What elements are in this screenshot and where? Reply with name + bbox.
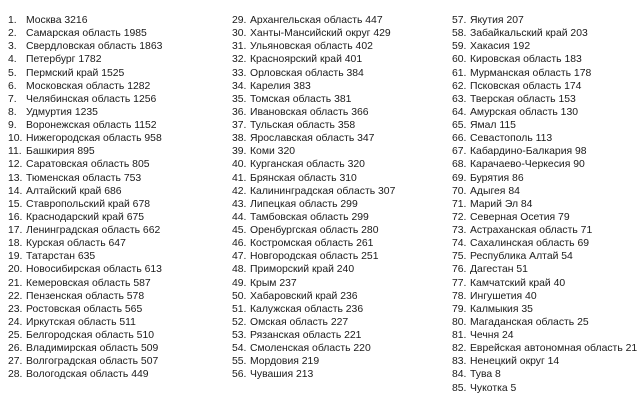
list-item (452, 382, 637, 395)
list-item (452, 119, 637, 132)
item-text: Бурятия 86 (470, 172, 524, 184)
item-text: Архангельская область 447 (250, 15, 383, 26)
list-item (232, 67, 395, 80)
item-text: Тульская область 358 (250, 120, 356, 131)
item-text: Пермский край 1525 (26, 67, 125, 79)
list-item (8, 368, 162, 381)
list-item (8, 250, 162, 263)
item-text: Карелия 383 (250, 80, 311, 92)
item-number: 7. (8, 93, 17, 105)
list-item (8, 211, 162, 224)
item-text: Петербург 1782 (26, 54, 102, 66)
list-item (232, 40, 395, 53)
list-item (232, 355, 395, 368)
list-item (8, 80, 162, 93)
item-text: Татарстан 635 (26, 251, 96, 263)
item-text: Москва 3216 (26, 15, 88, 26)
list-item (452, 145, 637, 158)
item-text: Башкирия 895 (26, 146, 95, 158)
item-number: 21. (8, 277, 23, 289)
item-text: Коми 320 (250, 146, 296, 158)
item-text: Сахалинская область 69 (470, 238, 590, 250)
item-number: 46. (232, 238, 247, 250)
item-number: 16. (8, 211, 23, 223)
list-item (452, 342, 637, 355)
item-number: 85. (452, 382, 467, 394)
item-number: 35. (232, 93, 247, 105)
list-item (452, 198, 637, 211)
item-text: Владимирская область 509 (26, 343, 159, 355)
item-number: 68. (452, 159, 467, 171)
item-text: Вологодская область 449 (26, 369, 149, 381)
item-text: Белгородская область 510 (26, 330, 155, 341)
item-text: Еврейская автономная область 21 (470, 343, 638, 355)
list-item (8, 316, 162, 329)
item-number: 66. (452, 133, 467, 145)
list-item (232, 263, 395, 276)
item-number: 52. (232, 316, 247, 328)
list-item (452, 290, 637, 303)
item-number: 43. (232, 198, 247, 210)
item-text: Ямал 115 (470, 120, 516, 131)
item-number: 55. (232, 356, 247, 368)
item-text: Омская область 227 (250, 316, 349, 328)
item-text: Забайкальский край 203 (470, 28, 588, 40)
list-column-3 (452, 14, 637, 395)
item-text: Ивановская область 366 (250, 106, 369, 118)
item-number: 20. (8, 264, 23, 276)
item-number: 57. (452, 15, 467, 26)
item-number: 47. (232, 251, 247, 263)
item-text: Камчатский край 40 (470, 277, 566, 289)
item-text: Красноярский край 401 (250, 54, 363, 66)
item-text: Калининградская область 307 (250, 185, 396, 197)
item-number: 77. (452, 277, 467, 289)
item-number: 72. (452, 211, 467, 223)
item-number: 42. (232, 185, 247, 197)
list-item (8, 132, 162, 145)
item-number: 38. (232, 133, 247, 145)
item-text: Марий Эл 84 (470, 198, 533, 210)
item-number: 70. (452, 185, 467, 197)
item-text: Томская область 381 (250, 93, 352, 105)
item-number: 26. (8, 343, 23, 355)
list-item (8, 224, 162, 237)
list-item (8, 303, 162, 316)
item-text: Тува 8 (470, 369, 501, 381)
item-text: Удмуртия 1235 (26, 106, 98, 118)
item-number: 3. (8, 41, 17, 53)
list-item (232, 198, 395, 211)
item-text: Новгородская область 251 (250, 251, 379, 263)
item-text: Самарская область 1985 (26, 28, 147, 40)
list-item (232, 145, 395, 158)
list-item (8, 27, 162, 40)
list-item (452, 185, 637, 198)
list-item (232, 224, 395, 237)
item-number: 50. (232, 290, 247, 302)
item-number: 79. (452, 303, 467, 315)
item-text: Дагестан 51 (470, 264, 528, 276)
list-item (8, 342, 162, 355)
item-text: Калужская область 236 (250, 303, 364, 315)
list-item (452, 250, 637, 263)
list-item (452, 40, 637, 53)
item-number: 51. (232, 303, 247, 315)
item-number: 71. (452, 198, 467, 210)
list-item (232, 132, 395, 145)
item-number: 81. (452, 330, 467, 341)
item-number: 73. (452, 225, 467, 236)
item-number: 58. (452, 28, 467, 40)
item-number: 62. (452, 80, 467, 92)
list-item (452, 132, 637, 145)
item-text: Псковская область 174 (470, 80, 582, 92)
item-text: Севастополь 113 (470, 133, 553, 145)
list-item (232, 80, 395, 93)
item-text: Костромская область 261 (250, 238, 374, 250)
item-number: 65. (452, 120, 467, 131)
list-item (232, 14, 395, 27)
item-number: 61. (452, 67, 467, 79)
item-number: 33. (232, 67, 247, 79)
item-number: 76. (452, 264, 467, 276)
list-item (452, 224, 637, 237)
item-number: 75. (452, 251, 467, 263)
item-text: Нижегородская область 958 (26, 133, 162, 145)
item-text: Якутия 207 (470, 15, 524, 26)
item-text: Алтайский край 686 (26, 185, 122, 197)
list-item (452, 316, 637, 329)
item-number: 53. (232, 330, 247, 341)
item-number: 64. (452, 106, 467, 118)
item-text: Челябинская область 1256 (26, 93, 157, 105)
list-item (8, 119, 162, 132)
list-item (232, 158, 395, 171)
list-item (8, 14, 162, 27)
item-number: 23. (8, 303, 23, 315)
item-number: 4. (8, 54, 17, 66)
item-number: 32. (232, 54, 247, 66)
item-text: Крым 237 (250, 277, 297, 289)
item-text: Воронежская область 1152 (26, 120, 157, 131)
item-text: Липецкая область 299 (250, 198, 358, 210)
item-number: 2. (8, 28, 17, 40)
list-item (452, 27, 637, 40)
item-text: Амурская область 130 (470, 106, 579, 118)
item-text: Краснодарский край 675 (26, 211, 145, 223)
item-number: 37. (232, 120, 247, 131)
list-item (232, 106, 395, 119)
list-item (452, 211, 637, 224)
item-text: Кемеровская область 587 (26, 277, 151, 289)
list-item (8, 185, 162, 198)
item-text: Орловская область 384 (250, 67, 364, 79)
item-text: Адыгея 84 (470, 185, 520, 197)
item-number: 44. (232, 211, 247, 223)
item-number: 5. (8, 67, 17, 79)
item-number: 25. (8, 330, 23, 341)
list-item (232, 277, 395, 290)
list-column-2 (232, 14, 395, 382)
list-item (452, 67, 637, 80)
list-item (452, 106, 637, 119)
list-item (8, 329, 162, 342)
item-text: Ленинградская область 662 (26, 225, 161, 236)
list-item (452, 172, 637, 185)
item-text: Северная Осетия 79 (470, 211, 570, 223)
item-text: Курская область 647 (26, 238, 126, 250)
list-item (232, 250, 395, 263)
list-item (232, 172, 395, 185)
item-text: Хабаровский край 236 (250, 290, 358, 302)
item-text: Оренбургская область 280 (250, 225, 379, 236)
item-text: Кабардино-Балкария 98 (470, 146, 587, 158)
item-number: 67. (452, 146, 467, 158)
list-item (452, 329, 637, 342)
list-item (452, 158, 637, 171)
item-number: 12. (8, 159, 23, 171)
list-item (232, 185, 395, 198)
list-item (452, 93, 637, 106)
list-item (232, 211, 395, 224)
list-item (8, 145, 162, 158)
list-item (232, 290, 395, 303)
item-number: 36. (232, 106, 247, 118)
item-number: 9. (8, 120, 17, 131)
item-number: 78. (452, 290, 467, 302)
item-number: 14. (8, 185, 23, 197)
list-column-1 (8, 14, 162, 382)
item-number: 13. (8, 172, 23, 184)
item-number: 22. (8, 290, 23, 302)
item-number: 40. (232, 159, 247, 171)
list-item (452, 277, 637, 290)
list-item (8, 67, 162, 80)
item-number: 11. (8, 146, 22, 158)
item-number: 28. (8, 369, 23, 381)
list-item (452, 303, 637, 316)
item-number: 59. (452, 41, 467, 53)
item-number: 60. (452, 54, 467, 66)
list-item (232, 329, 395, 342)
item-text: Мордовия 219 (250, 356, 320, 368)
item-text: Ростовская область 565 (26, 303, 143, 315)
list-item (8, 198, 162, 211)
item-text: Новосибирская область 613 (26, 264, 162, 276)
list-item (8, 172, 162, 185)
item-text: Ярославская область 347 (250, 133, 375, 145)
item-number: 31. (232, 41, 247, 53)
item-number: 34. (232, 80, 247, 92)
item-number: 82. (452, 343, 467, 355)
list-item (8, 263, 162, 276)
item-text: Курганская область 320 (250, 159, 365, 171)
list-item (232, 119, 395, 132)
item-number: 74. (452, 238, 467, 250)
item-text: Ставропольский край 678 (26, 198, 151, 210)
item-text: Ханты-Мансийский округ 429 (250, 28, 391, 40)
list-item (232, 342, 395, 355)
item-text: Смоленская область 220 (250, 343, 371, 355)
item-number: 69. (452, 172, 467, 184)
item-number: 63. (452, 93, 467, 105)
item-number: 10. (8, 133, 23, 145)
list-item (452, 368, 637, 381)
list-item (8, 106, 162, 119)
item-text: Иркутская область 511 (26, 316, 136, 328)
list-item (232, 316, 395, 329)
item-text: Хакасия 192 (470, 41, 531, 53)
item-text: Чувашия 213 (250, 369, 314, 381)
item-text: Карачаево-Черкесия 90 (470, 159, 585, 171)
list-item (452, 53, 637, 66)
item-number: 18. (8, 238, 23, 250)
item-number: 56. (232, 369, 247, 381)
list-item (452, 263, 637, 276)
item-text: Пензенская область 578 (26, 290, 145, 302)
list-item (8, 277, 162, 290)
list-item (452, 237, 637, 250)
list-item (452, 355, 637, 368)
item-text: Приморский край 240 (250, 264, 355, 276)
item-number: 30. (232, 28, 247, 40)
item-number: 1. (8, 15, 17, 26)
item-number: 83. (452, 356, 467, 368)
item-number: 27. (8, 356, 23, 368)
list-item (8, 290, 162, 303)
item-text: Тюменская область 753 (26, 172, 142, 184)
item-number: 49. (232, 277, 247, 289)
item-number: 6. (8, 80, 17, 92)
item-text: Волгоградская область 507 (26, 356, 159, 368)
item-text: Республика Алтай 54 (470, 251, 573, 263)
item-number: 80. (452, 316, 467, 328)
item-number: 48. (232, 264, 247, 276)
item-text: Калмыкия 35 (470, 303, 533, 315)
list-item (232, 237, 395, 250)
item-text: Магаданская область 25 (470, 316, 589, 328)
list-item (8, 237, 162, 250)
item-text: Чечня 24 (470, 330, 514, 341)
item-number: 29. (232, 15, 247, 26)
item-number: 19. (8, 251, 23, 263)
item-number: 41. (232, 172, 247, 184)
list-item (8, 355, 162, 368)
list-item (232, 93, 395, 106)
item-number: 54. (232, 343, 247, 355)
item-number: 84. (452, 369, 467, 381)
list-item (232, 27, 395, 40)
list-item (8, 158, 162, 171)
item-text: Свердловская область 1863 (26, 41, 163, 53)
list-item (8, 53, 162, 66)
item-text: Тамбовская область 299 (250, 211, 369, 223)
item-text: Тверская область 153 (470, 93, 576, 105)
item-number: 45. (232, 225, 247, 236)
item-number: 39. (232, 146, 247, 158)
item-text: Московская область 1282 (26, 80, 151, 92)
item-text: Саратовская область 805 (26, 159, 150, 171)
list-item (232, 53, 395, 66)
item-number: 15. (8, 198, 23, 210)
list-item (452, 80, 637, 93)
item-number: 17. (8, 225, 23, 236)
item-text: Рязанская область 221 (250, 330, 362, 341)
item-text: Астраханская область 71 (470, 225, 593, 236)
item-text: Ингушетия 40 (470, 290, 537, 302)
item-text: Ульяновская область 402 (250, 41, 373, 53)
list-item (232, 368, 395, 381)
item-text: Кировская область 183 (470, 54, 582, 66)
item-text: Ненецкий округ 14 (470, 356, 560, 368)
list-item (232, 303, 395, 316)
list-item (8, 40, 162, 53)
item-number: 8. (8, 106, 17, 118)
item-text: Мурманская область 178 (470, 67, 592, 79)
item-text: Брянская область 310 (250, 172, 357, 184)
list-item (8, 93, 162, 106)
item-text: Чукотка 5 (470, 382, 517, 394)
item-number: 24. (8, 316, 23, 328)
list-item (452, 14, 637, 27)
